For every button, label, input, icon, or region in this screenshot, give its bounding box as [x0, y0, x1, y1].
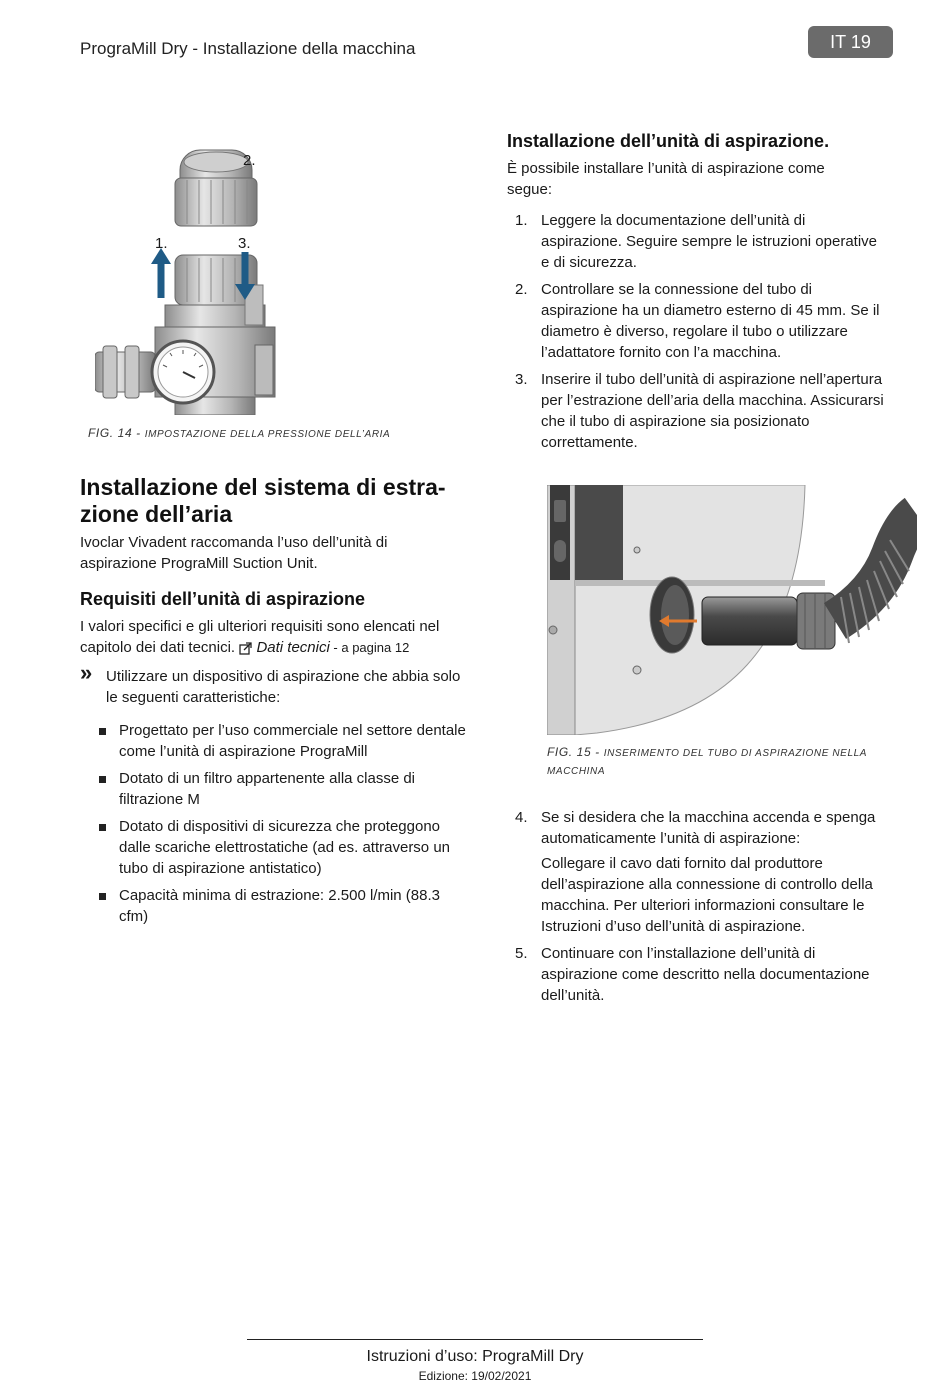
- bullet-square-icon: [99, 776, 106, 783]
- figure-label-1: 1.: [155, 235, 168, 252]
- figure-15-caption-text: INSERIMENTO DEL TUBO DI ASPIRAZIONE NELLA MACCHINA: [547, 748, 867, 777]
- bullet-item: [80, 816, 472, 879]
- bullet-text: Progettato per l’uso commerciale nel settore dentale come l’unità di aspirazione PrograMill: [119, 722, 466, 760]
- hose-insertion-illustration: [547, 485, 917, 735]
- instruction-arrow-icon: »: [80, 660, 93, 685]
- figure-15-hose-insertion: [547, 485, 917, 735]
- technical-data-link[interactable]: Dati tecnici: [256, 639, 330, 656]
- header-title: PrograMill Dry - Installazione della macchina: [80, 39, 416, 58]
- figure-label-2: 2.: [243, 152, 256, 169]
- step-number: 4.: [515, 809, 528, 826]
- arrow-up-icon: [151, 248, 171, 298]
- bullet-text: Dotato di un filtro appartenente alla classe di filtrazione M: [119, 770, 416, 808]
- step-text: Controllare se la connessione del tubo di aspirazione ha un diametro esterno di 45 mm. Se il diametro è diverso, regolare il tubo o utilizzare l’adattatore fornito con l’a macchina.: [541, 281, 880, 361]
- bullet-text: Capacità minima di estrazione: 2.500 l/min (88.3 cfm): [119, 887, 440, 925]
- step-item: [507, 279, 889, 363]
- instruction-text: Utilizzare un dispositivo di aspirazione che abbia solo le seguenti caratteristiche:: [106, 668, 461, 706]
- bullet-square-icon: [99, 893, 106, 900]
- requirements-title: Requisiti dell’unità di aspirazione: [80, 589, 366, 609]
- requirements-text: [80, 616, 470, 658]
- right-column-top: [507, 130, 889, 459]
- bullet-item: [80, 885, 472, 927]
- instruction-item: [80, 660, 476, 708]
- step-item: [507, 807, 889, 937]
- step-text: Continuare con l’installazione dell’unità di aspirazione come descritto nella documentazione dell’unità.: [541, 945, 870, 1004]
- bullet-square-icon: [99, 728, 106, 735]
- step-item: [507, 943, 889, 1006]
- figure-label-3: 3.: [238, 235, 251, 252]
- suction-install-title: Installazione dell’unità di aspirazione.: [507, 131, 830, 151]
- step-number: 1.: [515, 212, 528, 229]
- figure-15-caption-prefix: FIG. 15 -: [547, 745, 604, 759]
- right-column-bottom: [507, 807, 889, 1012]
- technical-data-page-ref: - a pagina 12: [329, 640, 410, 655]
- bullet-text: Dotato di dispositivi di sicurezza che proteggono dalle scariche elettrostatiche (ad es. attraverso un tubo di aspirazione antistatico): [119, 818, 451, 877]
- figure-14-caption: [88, 425, 428, 443]
- bullet-item: [80, 768, 472, 810]
- step-text: Inserire il tubo dell’unità di aspirazione nell’apertura per l’estrazione dell’aria della macchina. Assicurarsi che il tubo di aspirazione sia posizionato correttamente.: [541, 371, 884, 451]
- page-number-badge: IT 19: [808, 26, 893, 58]
- requirements-bullet-list: [80, 720, 472, 927]
- section-title: [80, 474, 480, 528]
- figure-14-caption-prefix: FIG. 14 -: [88, 426, 145, 440]
- bullet-square-icon: [99, 824, 106, 831]
- footer-edition: Edizione: 19/02/2021: [418, 1369, 532, 1383]
- external-reference-icon: [239, 642, 252, 655]
- step-number: 3.: [515, 371, 528, 388]
- section-title-line-1: Installazione del sistema di estra-: [80, 474, 446, 500]
- footer-divider: [247, 1339, 703, 1340]
- requirements-text-body: I valori specifici e gli ulteriori requisiti sono elencati nel capitolo dei dati tecnici.: [80, 618, 440, 656]
- section-title-line-2: zione dell’aria: [80, 501, 233, 527]
- step-number: 5.: [515, 945, 528, 962]
- step-item: [507, 210, 889, 273]
- bullet-item: [80, 720, 472, 762]
- step-text: Se si desidera che la macchina accenda e spenga automaticamente l’unità di aspirazione:: [541, 809, 876, 847]
- left-column: [80, 474, 480, 933]
- pressure-regulator-illustration: [95, 140, 385, 415]
- step-number: 2.: [515, 281, 528, 298]
- suction-install-intro: È possibile installare l’unità di aspirazione come segue:: [507, 160, 825, 198]
- section-intro: Ivoclar Vivadent raccomanda l’uso dell’unità di aspirazione PrograMill Suction Unit.: [80, 534, 388, 572]
- figure-14-pressure-regulator: [95, 140, 385, 415]
- figure-15-caption: [547, 744, 897, 780]
- step-detail: Collegare il cavo dati fornito dal produttore dell’aspirazione alla connessione di controllo della macchina. Per ulteriori informazioni consultare le Istruzioni d’uso dell’unità di aspirazione.: [541, 855, 873, 935]
- figure-14-caption-text: IMPOSTAZIONE DELLA PRESSIONE DELL’ARIA: [144, 429, 391, 440]
- steps-list: [507, 210, 889, 453]
- step-item: [507, 369, 889, 453]
- footer-document-title: Istruzioni d’uso: PrograMill Dry: [366, 1348, 584, 1365]
- step-text: Leggere la documentazione dell’unità di aspirazione. Seguire sempre le istruzioni operative e di sicurezza.: [541, 212, 878, 271]
